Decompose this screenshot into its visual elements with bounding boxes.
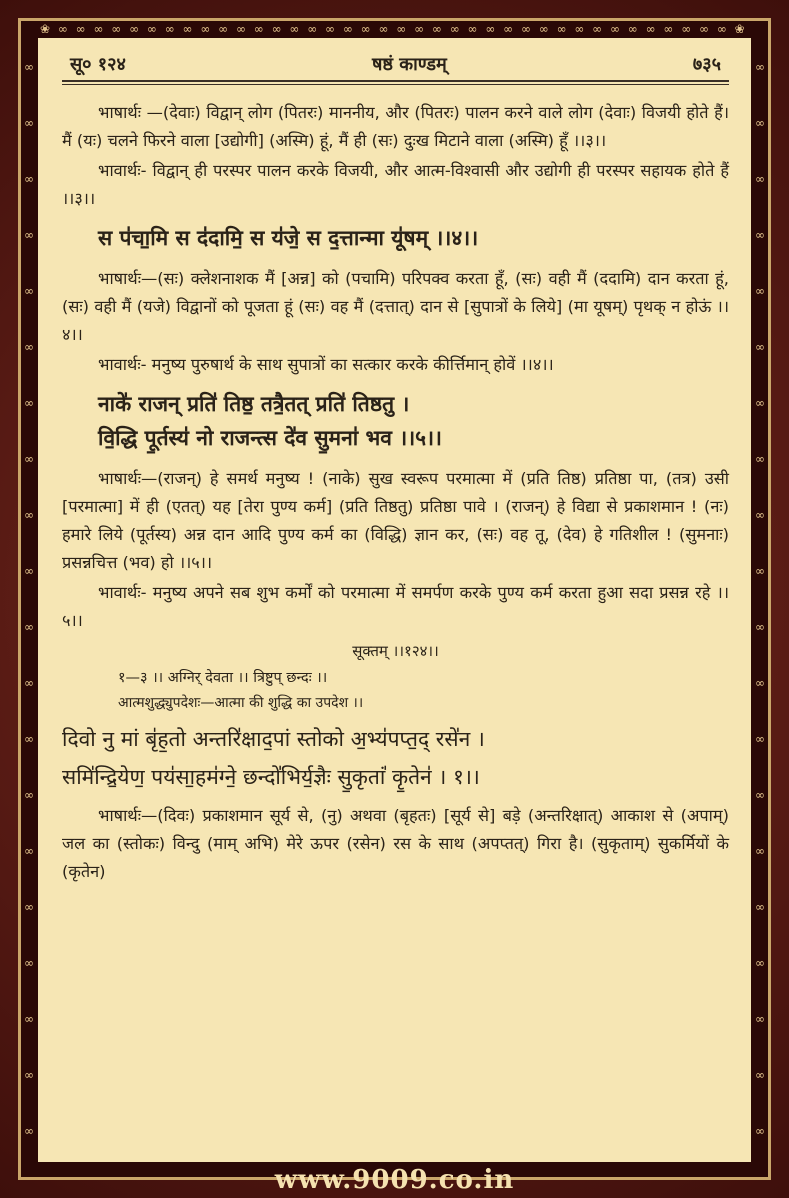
mantra-verse-1-line1: दिवो नु मां बृ॑ह॒तो अन्तरि॑क्षाद॒पां स्तोको अ॒भ्य॑पप्त॒द् रसे॑न ।	[62, 727, 485, 751]
meaning-paragraph: भावार्थः- मनुष्य पुरुषार्थ के साथ सुपात्रों का सत्कार करके कीर्त्तिमान् होवें ।।४।।	[98, 355, 554, 374]
sukta-end-marker: सूक्तम् ।।१२४।।	[352, 642, 439, 660]
meaning-paragraph: भावार्थः- मनुष्य अपने सब शुभ कर्मों को परमात्मा में समर्पण करके पुण्य कर्म करता हुआ सदा प्रसन्न रहे ।।५।।	[62, 583, 729, 630]
translation-paragraph: भाषार्थः—(राजन्) हे समर्थ मनुष्य ! (नाके) सुख स्वरूप परमात्मा में (प्रति तिष्ठ) प्रतिष्ठा पा, (तत्र) उसी [परमात्मा] में ही (एतत्) यह [तेरा पुण्य कर्म] (प्रति तिष्ठतु) प्रतिष्ठा पावे । (राजन्) हे विद्या से प्रकाशमान ! (नः) हमारे लिये (पूर्तस्य) अन्न दान आदि पुण्य कर्म का (विद्धि) ज्ञान कर, (सः) वह तू, (देव) हे गतिशील ! (सुमनाः) प्रसन्नचित्त (भव) हो ।।५।।	[62, 469, 729, 572]
page-title: षष्ठं काण्डम्	[372, 54, 447, 75]
right-ornament: ∞ ∞ ∞ ∞ ∞ ∞ ∞ ∞ ∞ ∞ ∞ ∞ ∞ ∞ ∞ ∞ ∞ ∞ ∞ ∞	[755, 60, 765, 1138]
header-rule	[62, 80, 729, 85]
mantra-verse-5-line2: वि॒द्धि पू॒र्तस्य॑ नो राजन्त्स दे॑व सु॒मना॑ भव ।।५।।	[98, 426, 443, 450]
page-header	[62, 52, 729, 80]
sukta-number: सू० १२४	[70, 54, 126, 75]
translation-paragraph: भाषार्थः—(सः) क्लेशनाशक मैं [अन्न] को (पचामि) परिपक्व करता हूँ, (सः) वही मैं (ददामि) दान करता हूं, (सः) वही मैं (यजे) विद्वानों को पूजता हूं (सः) वह मैं (दत्तात्) दान से [सुपात्रों के लिये] (मा यूषम्) पृथक् न होऊं ।।४।।	[62, 269, 729, 344]
translation-paragraph: भाषार्थः—(दिवः) प्रकाशमान सूर्य से, (नु) अथवा (बृहतः) [सूर्य से] बड़े (अन्तरिक्षात्) आकाश से (अपाम्) जल का (स्तोकः) विन्दु (माम् अभि) मेरे ऊपर (रसेन) रस के साथ (अपप्तत्) गिरा है। (सुकृताम्) सुकर्मियों के (कृतेन)	[62, 806, 729, 881]
translation-paragraph: भाषार्थः —(देवाः) विद्वान् लोग (पितरः) माननीय, और (पितरः) पालन करने वाले लोग (देवाः) विजयी होते हैं। मैं (यः) चलने फिरने वाला [उद्योगी] (अस्मि) हूं, मैं ही (सः) दुःख मिटाने वाला (अस्मि) हूँ ।।३।।	[62, 103, 729, 150]
mantra-verse-1-line2: समि॑न्द्रि॒येण॒ पय॑सा॒हम॑ग्ने॒ छन्दो॑भिर्य॒ज्ञैः सु॒कृतां॑ कृ॒तेन॑ । १।।	[62, 765, 480, 789]
mantra-verse-4: स प॑चा॒मि स द॑दामि॒ स य॑जे॒ स द॒त्तान्मा यू॑षम् ।।४।।	[98, 226, 479, 250]
meaning-paragraph: भावार्थः- विद्वान् ही परस्पर पालन करके विजयी, और आत्म-विश्वासी और उद्योगी ही परस्पर सहायक होते हैं ।।३।।	[62, 161, 729, 208]
website-footer: www.9009.co.in	[274, 1165, 515, 1195]
top-ornament: ❀ ∞ ∞ ∞ ∞ ∞ ∞ ∞ ∞ ∞ ∞ ∞ ∞ ∞ ∞ ∞ ∞ ∞ ∞ ∞ ∞ ∞ ∞ ∞ ∞ ∞ ∞ ∞ ∞ ∞ ∞ ∞ ∞ ∞ ∞ ∞ ∞ ∞ ∞ ❀	[40, 22, 747, 36]
mantra-verse-5-line1: नाके॑ राजन् प्रति॑ तिष्ठ॒ तत्रै॒तत् प्रति॑ तिष्ठतु ।	[98, 392, 410, 416]
page-number: ७३५	[692, 54, 721, 75]
book-page	[38, 38, 751, 1162]
left-ornament: ∞ ∞ ∞ ∞ ∞ ∞ ∞ ∞ ∞ ∞ ∞ ∞ ∞ ∞ ∞ ∞ ∞ ∞ ∞ ∞	[24, 60, 34, 1138]
topic-line: आत्मशुद्ध्युपदेशः—आत्मा की शुद्धि का उपदेश ।।	[118, 695, 364, 711]
deity-metre-line: १—३ ।। अग्निर् देवता ।। त्रिष्टुप् छन्दः ।।	[118, 670, 328, 686]
